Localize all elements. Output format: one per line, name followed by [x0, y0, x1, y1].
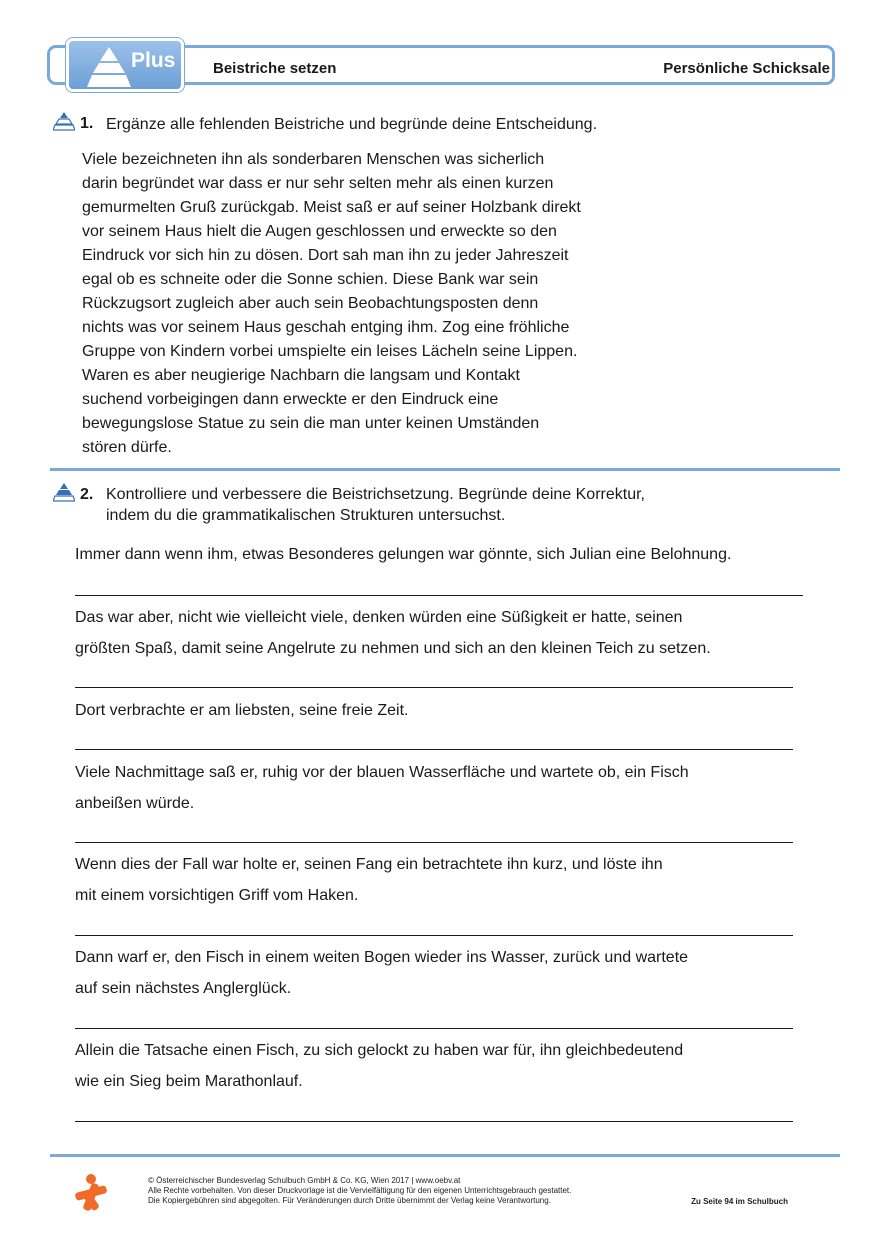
sentence-line: wie ein Sieg beim Marathonlauf. [75, 1073, 303, 1090]
task-2-instruction-line: indem du die grammatikalischen Strukturen untersuchst. [106, 507, 506, 524]
task-1-passage [82, 148, 682, 460]
sentence-line: auf sein nächstes Anglerglück. [75, 980, 292, 997]
plus-logo [66, 38, 184, 92]
sentence-3 [75, 695, 835, 726]
sentence-5 [75, 849, 835, 911]
passage-line: Waren es aber neugierige Nachbarn die langsam und Kontakt [82, 367, 520, 384]
answer-line-2[interactable] [75, 687, 793, 688]
textbook-page-reference: Zu Seite 94 im Schulbuch [691, 1197, 788, 1206]
footer-copyright-line: Die Kopiergebühren sind abgegolten. Für Veränderungen durch Dritte übernimmt der Verlag keine Verantwortung. [148, 1196, 551, 1205]
passage-line: darin begründet war dass er nur sehr selten mehr als einen kurzen [82, 175, 554, 192]
sentence-line: anbeißen würde. [75, 795, 195, 812]
answer-line-7[interactable] [75, 1121, 793, 1122]
passage-line: nichts was vor seinem Haus geschah entging ihm. Zog eine fröhliche [82, 319, 570, 336]
task-2-instruction-line: Kontrolliere und verbessere die Beistrichsetzung. Begründe deine Korrektur, [106, 486, 645, 503]
logo-text: Plus [131, 49, 176, 72]
passage-line: suchend vorbeigingen dann erweckte er den Eindruck eine [82, 391, 499, 408]
difficulty-pyramid-icon [53, 482, 75, 502]
sentence-line: Das war aber, nicht wie vielleicht viele, denken würden eine Süßigkeit er hatte, seinen [75, 609, 683, 626]
sentence-1 [75, 539, 835, 570]
sentence-line: Viele Nachmittage saß er, ruhig vor der blauen Wasserfläche und wartete ob, ein Fisch [75, 764, 689, 781]
passage-line: bewegungslose Statue zu sein die man unter keinen Umständen [82, 415, 540, 432]
passage-line: Viele bezeichneten ihn als sonderbaren Menschen was sicherlich [82, 151, 545, 168]
sentence-line: mit einem vorsichtigen Griff vom Haken. [75, 887, 359, 904]
sentence-7 [75, 1035, 835, 1097]
footer-copyright-line: Alle Rechte vorbehalten. Von dieser Druckvorlage ist die Vervielfältigung für den eigenen Unterrichtsgebrauch gestattet. [148, 1186, 572, 1195]
section-divider [50, 468, 840, 471]
footer-copyright-line: © Österreichischer Bundesverlag Schulbuch GmbH & Co. KG, Wien 2017 | www.oebv.at [148, 1176, 461, 1185]
passage-line: stören dürfe. [82, 439, 172, 456]
sentence-line: Immer dann wenn ihm, etwas Besonderes gelungen war gönnte, sich Julian eine Belohnung. [75, 546, 732, 563]
task-1-number: 1. [80, 115, 94, 132]
worksheet-topic: Persönliche Schicksale [663, 60, 830, 77]
footer-copyright [148, 1176, 571, 1206]
passage-line: egal ob es schneite oder die Sonne schien. Diese Bank war sein [82, 271, 539, 288]
sentence-line: Dort verbrachte er am liebsten, seine freie Zeit. [75, 702, 409, 719]
passage-line: vor seinem Haus hielt die Augen geschlossen und erweckte so den [82, 223, 557, 240]
passage-line: Rückzugsort zugleich aber auch sein Beobachtungsposten denn [82, 295, 539, 312]
sentence-line: größten Spaß, damit seine Angelrute zu nehmen und sich an den kleinen Teich zu setzen. [75, 640, 711, 657]
passage-line: gemurmelten Gruß zurückgab. Meist saß er auf seiner Holzbank direkt [82, 199, 581, 216]
sentence-2 [75, 602, 835, 664]
difficulty-pyramid-icon [53, 111, 75, 131]
sentence-4 [75, 757, 835, 819]
worksheet-title: Beistriche setzen [213, 60, 337, 77]
sentence-line: Dann warf er, den Fisch in einem weiten Bogen wieder ins Wasser, zurück und wartete [75, 949, 689, 966]
answer-line-1[interactable] [75, 595, 803, 596]
passage-line: Eindruck vor sich hin zu dösen. Dort sah man ihn zu jeder Jahreszeit [82, 247, 569, 264]
passage-line: Gruppe von Kindern vorbei umspielte ein leises Lächeln seine Lippen. [82, 343, 578, 360]
pyramid-icon [87, 45, 131, 89]
answer-line-3[interactable] [75, 749, 793, 750]
sentence-line: Wenn dies der Fall war holte er, seinen Fang ein betrachtete ihn kurz, und löste ihn [75, 856, 663, 873]
task-2-instruction [106, 484, 645, 526]
task-2-number: 2. [80, 486, 94, 503]
sentence-line: Allein die Tatsache einen Fisch, zu sich gelockt zu haben war für, ihn gleichbedeutend [75, 1042, 684, 1059]
task-1-instruction: Ergänze alle fehlenden Beistriche und begründe deine Entscheidung. [106, 116, 598, 133]
answer-line-6[interactable] [75, 1028, 793, 1029]
answer-line-4[interactable] [75, 842, 793, 843]
footer-divider [50, 1154, 840, 1157]
answer-line-5[interactable] [75, 935, 793, 936]
sentence-6 [75, 942, 835, 1004]
publisher-logo-icon [73, 1173, 109, 1211]
